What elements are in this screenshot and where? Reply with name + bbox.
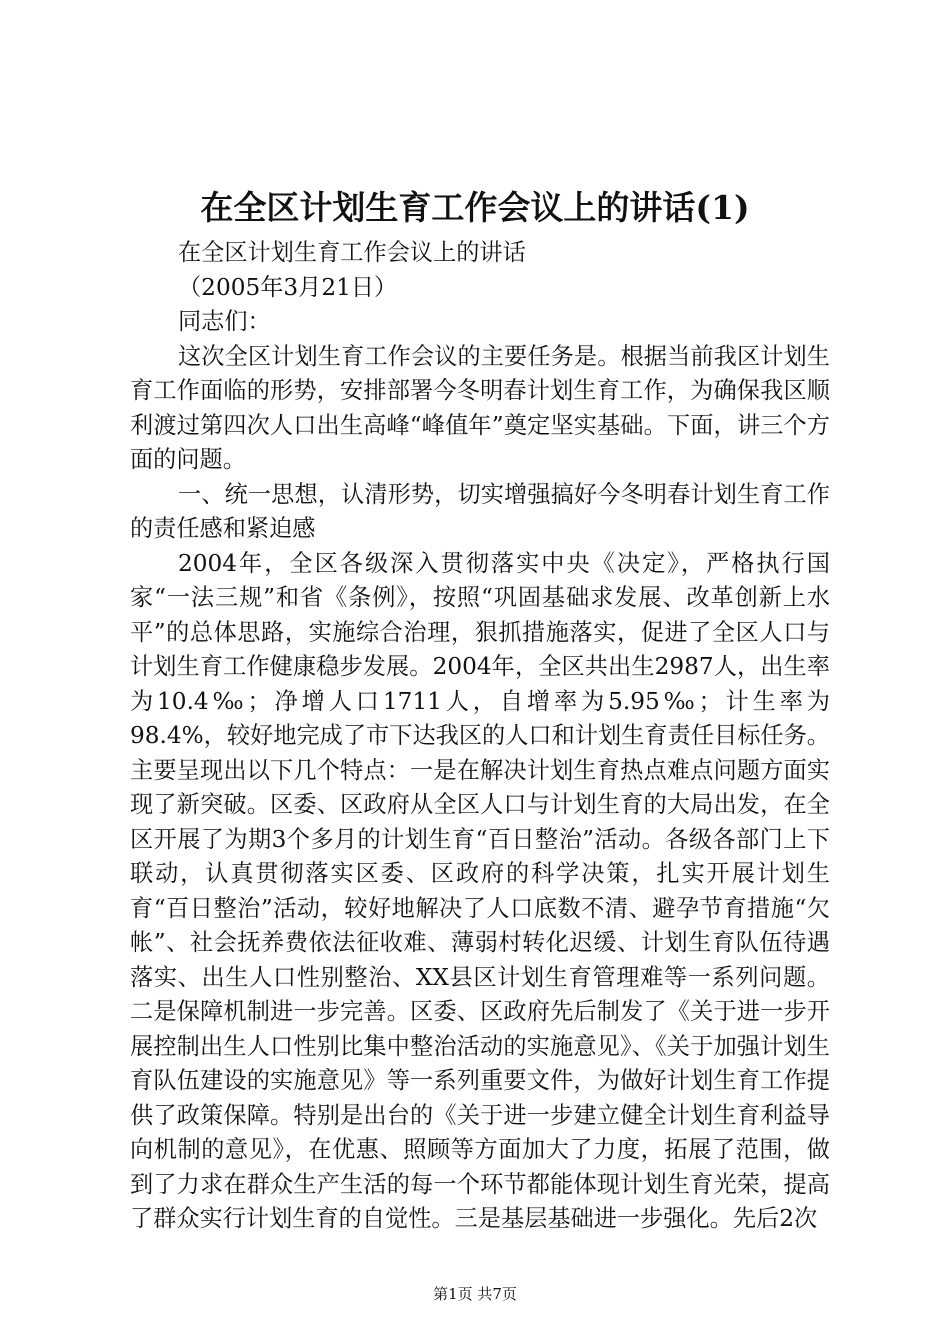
body-paragraph: 这次全区计划生育工作会议的主要任务是。根据当前我区计划生育工作面临的形势，安排部署今冬明春计划生育工作，为确保我区顺利渡过第四次人口出生高峰“峰值年”奠定坚实基础。下面，讲三个方面的问题。 — [130, 342, 830, 473]
speech-greeting: 同志们： — [178, 308, 271, 335]
page-number-footer: 第1页 共7页 — [433, 1285, 517, 1303]
document-title: 在全区计划生育工作会议上的讲话(1) — [200, 188, 750, 227]
body-paragraph: 2004年，全区各级深入贯彻落实中央《决定》，严格执行国家“一法三规”和省《条例》，按照“巩固基础求发展、改革创新上水平”的总体思路，实施综合治理，狠抓措施落实，促进了全区人口与计划生育工作健康稳步发展。2004年，全区共出生2987人，出生率为10.4‰；净增人口1711人，自增率为5.95‰；计生率为98.4%，较好地完成了市下达我区的人口和计划生育责任目标任务。主要呈现出以下几个特点：一是在解决计划生育热点难点问题方面实现了新突破。区委、区政府从全区人口与计划生育的大局出发，在全区开展了为期3个多月的计划生育“百日整治”活动。各级各部门上下联动，认真贯彻落实区委、区政府的科学决策，扎实开展计划生育“百日整治”活动，较好地解决了人口底数不清、避孕节育措施“欠帐”、社会抚养费依法征收难、薄弱村转化迟缓、计划生育队伍待遇落实、出生人口性别整治、XX县区计划生育管理难等一系列问题。二是保障机制进一步完善。区委、区政府先后制发了《关于进一步开展控制出生人口性别比集中整治活动的实施意见》、《关于加强计划生育队伍建设的实施意见》等一系列重要文件，为做好计划生育工作提供了政策保障。特别是出台的《关于进一步建立健全计划生育利益导向机制的意见》，在优惠、照顾等方面加大了力度，拓展了范围，做到了力求在群众生产生活的每一个环节都能体现计划生育光荣，提高了群众实行计划生育的自觉性。三是基层基础进一步强化。先后2次 — [130, 549, 830, 1232]
section-heading: 一、统一思想，认清形势，切实增强搞好今冬明春计划生育工作的责任感和紧迫感 — [130, 480, 830, 542]
speech-date: （2005年3月21日） — [178, 273, 398, 301]
document-body — [130, 236, 830, 1237]
speech-subtitle: 在全区计划生育工作会议上的讲话 — [178, 239, 526, 266]
